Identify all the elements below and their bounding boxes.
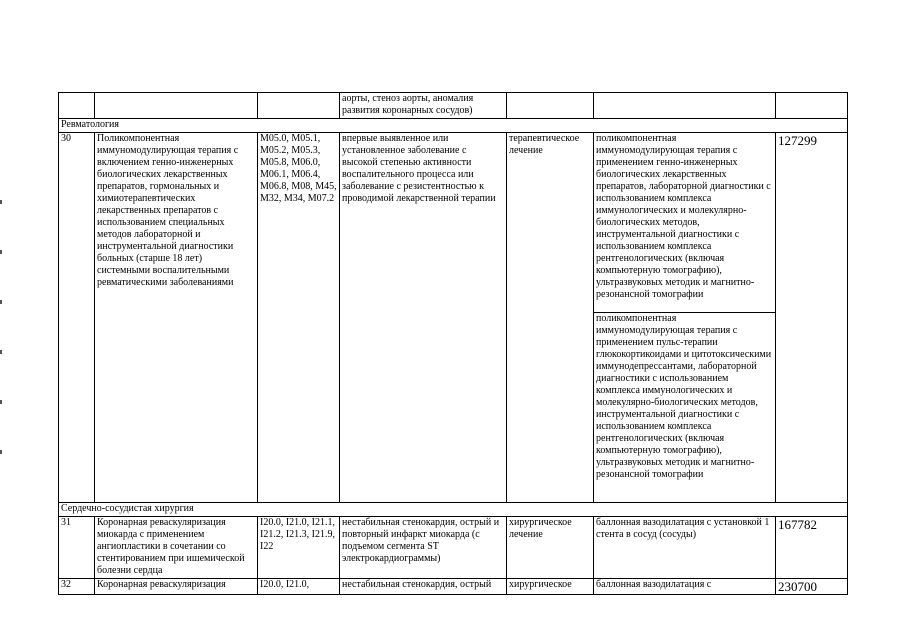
table-row bbox=[59, 517, 848, 579]
section-title: Ревматология bbox=[59, 119, 848, 133]
row-name: Коронарная реваскуляризация миокарда с применением ангиопластики в сочетании со стентированием при ишемической болезни сердца bbox=[95, 517, 258, 579]
row-cost: 127299 bbox=[776, 133, 848, 503]
table-row bbox=[59, 579, 848, 595]
row-number: 31 bbox=[59, 517, 95, 579]
row-treatment: хирургическое лечение bbox=[507, 517, 594, 579]
row-treatment: терапевтическое лечение bbox=[507, 133, 594, 503]
row-number: 32 bbox=[59, 579, 95, 595]
row-number: 30 bbox=[59, 133, 95, 503]
row-codes: I20.0, I21.0, I21.1, I21.2, I21.3, I21.9, I22 bbox=[258, 517, 340, 579]
table-row bbox=[59, 93, 848, 119]
section-row bbox=[59, 503, 848, 517]
table-row bbox=[59, 133, 848, 313]
cell-treatment bbox=[507, 93, 594, 119]
row-method-1: поликомпонентная иммуномодулирующая терапия с применением генно-инженерных биологических лекарственных препаратов, лабораторной диагностики с использованием комплекса иммунологических и молекулярно-биологических методов, инструментальной диагностики с использованием комплекса рентгенологических (включая компьютерную томографию), ультразвуковых методик и магнитно-резонансной томографии bbox=[594, 133, 776, 313]
cell-cost bbox=[776, 93, 848, 119]
row-cost: 167782 bbox=[776, 517, 848, 579]
row-method: баллонная вазодилатация с установкой 1 стента в сосуд (сосуды) bbox=[594, 517, 776, 579]
row-codes: M05.0, M05.1, M05.2, M05.3, M05.8, M06.0, M06.1, M06.4, M06.8, M08, M45, M32, M34, M07.2 bbox=[258, 133, 340, 503]
medical-care-table bbox=[58, 92, 848, 595]
section-row bbox=[59, 119, 848, 133]
cell-codes bbox=[258, 93, 340, 119]
binding-marks bbox=[0, 200, 3, 500]
cell-indication: аорты, стеноз аорты, аномалия развития коронарных сосудов) bbox=[340, 93, 507, 119]
row-treatment: хирургическое bbox=[507, 579, 594, 595]
row-method: баллонная вазодилатация с bbox=[594, 579, 776, 595]
row-indication: впервые выявленное или установленное заболевание с высокой степенью активности воспалительного процесса или заболевание с резистентностью к проводимой лекарственной терапии bbox=[340, 133, 507, 503]
row-indication: нестабильная стенокардия, острый bbox=[340, 579, 507, 595]
row-indication: нестабильная стенокардия, острый и повторный инфаркт миокарда (с подъемом сегмента ST электрокардиограммы) bbox=[340, 517, 507, 579]
cell-name bbox=[95, 93, 258, 119]
cell-number bbox=[59, 93, 95, 119]
row-cost: 230700 bbox=[776, 579, 848, 595]
row-codes: I20.0, I21.0, bbox=[258, 579, 340, 595]
row-name: Коронарная реваскуляризация bbox=[95, 579, 258, 595]
row-name: Поликомпонентная иммуномодулирующая терапия с включением генно-инженерных биологических лекарственных препаратов, гормональных и химиотерапевтических лекарственных препаратов с использованием специальных методов лабораторной и инструментальной диагностики больных (старше 18 лет) системными воспалительными ревматическими заболеваниями bbox=[95, 133, 258, 503]
row-method-2: поликомпонентная иммуномодулирующая терапия с применением пульс-терапии глюкокортикоидами и цитотоксическими иммунодепрессантами, лабораторной диагностики с использованием комплекса иммунологических и молекулярно-биологических методов, инструментальной диагностики с использованием комплекса рентгенологических (включая компьютерную томографию), ультразвуковых методик и магнитно-резонансной томографии bbox=[594, 313, 776, 503]
section-title: Сердечно-сосудистая хирургия bbox=[59, 503, 848, 517]
cell-method bbox=[594, 93, 776, 119]
